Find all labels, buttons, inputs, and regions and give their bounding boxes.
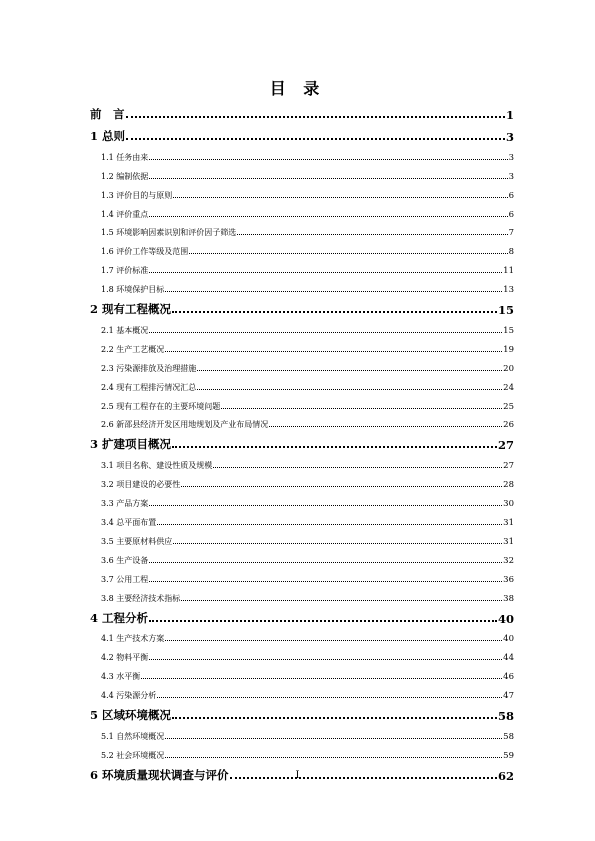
- toc-entry-page: 1: [505, 108, 514, 122]
- toc-section-entry[interactable]: [90, 182, 514, 201]
- page-number: I: [295, 770, 300, 781]
- toc-entry-page: 28: [503, 480, 514, 491]
- toc-section-entry[interactable]: [90, 355, 514, 374]
- toc-entry-label: 4.3 水平衡: [101, 672, 141, 682]
- table-of-contents: [90, 100, 514, 783]
- toc-chapter-entry[interactable]: [90, 604, 514, 626]
- toc-chapter-entry[interactable]: [90, 122, 514, 144]
- toc-entry-label: 3.5 主要原材料供应: [101, 536, 173, 546]
- toc-entry-page: 8: [508, 247, 514, 258]
- toc-section-entry[interactable]: [90, 644, 514, 663]
- toc-entry-label: 3.3 产品方案: [101, 499, 149, 509]
- dot-leader: [181, 486, 502, 487]
- toc-entry-page: 47: [503, 691, 514, 702]
- toc-section-entry[interactable]: [90, 336, 514, 355]
- toc-section-entry[interactable]: [90, 528, 514, 547]
- toc-entry-page: 40: [497, 611, 514, 626]
- toc-entry-label: 1.4 评价重点: [101, 209, 149, 219]
- toc-entry-page: 6: [508, 209, 514, 220]
- toc-entry-label: 4 工程分析: [90, 610, 149, 625]
- toc-section-entry[interactable]: [90, 412, 514, 431]
- toc-entry-label: 6 环境质量现状调查与评价: [90, 767, 229, 782]
- dot-leader: [213, 467, 502, 468]
- toc-entry-label: 1.6 评价工作等级及范围: [101, 247, 189, 257]
- toc-entry-page: 25: [503, 401, 514, 412]
- toc-entry-page: 19: [503, 344, 514, 355]
- toc-entry-label: 4.2 物料平衡: [101, 653, 149, 663]
- toc-entry-label: 1.1 任务由来: [101, 152, 149, 162]
- toc-section-entry[interactable]: [90, 682, 514, 701]
- toc-section-entry[interactable]: [90, 663, 514, 682]
- toc-entry-page: 32: [503, 555, 514, 566]
- dot-leader: [157, 697, 502, 698]
- toc-entry-label: 4.1 生产技术方案: [101, 634, 165, 644]
- toc-entry-page: 3: [508, 152, 514, 163]
- dot-leader: [165, 640, 502, 641]
- toc-title: 目 录: [269, 79, 326, 98]
- dot-leader: [172, 311, 497, 313]
- toc-section-entry[interactable]: [90, 163, 514, 182]
- toc-section-entry[interactable]: [90, 471, 514, 490]
- toc-entry-label: 4.4 污染源分析: [101, 691, 157, 701]
- toc-entry-label: 2.5 现有工程存在的主要环境问题: [101, 401, 221, 411]
- toc-entry-label: 1.8 环境保护目标: [101, 285, 165, 295]
- toc-section-entry[interactable]: [90, 509, 514, 528]
- dot-leader: [149, 620, 497, 622]
- dot-leader: [181, 600, 502, 601]
- toc-entry-label: 2.6 新邵县经济开发区用地规划及产业布局情况: [101, 420, 269, 430]
- toc-section-entry[interactable]: [90, 566, 514, 585]
- dot-leader: [126, 116, 505, 118]
- dot-leader: [149, 581, 502, 582]
- toc-entry-label: 3.7 公用工程: [101, 574, 149, 584]
- dot-leader: [149, 178, 507, 179]
- toc-entry-page: 3: [508, 171, 514, 182]
- dot-leader: [172, 446, 497, 448]
- toc-entry-label: 3.6 生产设备: [101, 555, 149, 565]
- dot-leader: [165, 351, 502, 352]
- toc-entry-page: 7: [508, 228, 514, 239]
- dot-leader: [149, 659, 502, 660]
- toc-entry-page: 13: [503, 285, 514, 296]
- dot-leader: [149, 562, 502, 563]
- dot-leader: [149, 159, 507, 160]
- toc-entry-label: 3.4 总平面布置: [101, 518, 157, 528]
- toc-entry-page: 59: [503, 750, 514, 761]
- toc-section-entry[interactable]: [90, 723, 514, 742]
- toc-entry-label: 1.7 评价标准: [101, 266, 149, 276]
- dot-leader: [141, 678, 502, 679]
- dot-leader: [173, 543, 502, 544]
- toc-section-entry[interactable]: [90, 547, 514, 566]
- toc-entry-page: 38: [503, 593, 514, 604]
- dot-leader: [189, 253, 507, 254]
- toc-entry-label: 5.2 社会环境概况: [101, 750, 165, 760]
- toc-entry-page: 46: [503, 672, 514, 683]
- toc-entry-page: 62: [497, 768, 514, 783]
- toc-section-entry[interactable]: [90, 393, 514, 412]
- toc-entry-label: 前 言: [90, 107, 125, 121]
- toc-chapter-entry[interactable]: [90, 100, 514, 122]
- toc-entry-page: 6: [508, 190, 514, 201]
- toc-entry-label: 5 区域环境概况: [90, 708, 172, 723]
- dot-leader: [149, 505, 502, 506]
- toc-section-entry[interactable]: [90, 144, 514, 163]
- toc-entry-label: 3 扩建项目概况: [90, 437, 172, 452]
- toc-chapter-entry[interactable]: [90, 295, 514, 317]
- toc-entry-page: 44: [503, 653, 514, 664]
- toc-entry-page: 31: [503, 536, 514, 547]
- toc-section-entry[interactable]: [90, 585, 514, 604]
- toc-entry-label: 1.2 编制依据: [101, 171, 149, 181]
- toc-entry-label: 3.1 项目名称、建设性质及规模: [101, 461, 213, 471]
- toc-section-entry[interactable]: [90, 626, 514, 645]
- toc-section-entry[interactable]: [90, 317, 514, 336]
- toc-section-entry[interactable]: [90, 742, 514, 761]
- toc-entry-label: 1 总则: [90, 129, 126, 143]
- toc-chapter-entry[interactable]: [90, 430, 514, 452]
- toc-entry-label: 2.1 基本概况: [101, 326, 149, 336]
- toc-section-entry[interactable]: [90, 257, 514, 276]
- toc-section-entry[interactable]: [90, 490, 514, 509]
- dot-leader: [269, 426, 502, 427]
- toc-entry-page: 27: [497, 438, 514, 453]
- toc-entry-page: 30: [503, 499, 514, 510]
- toc-entry-label: 2.4 现有工程排污情况汇总: [101, 382, 197, 392]
- dot-leader: [149, 216, 507, 217]
- toc-section-entry[interactable]: [90, 276, 514, 295]
- dot-leader: [172, 717, 497, 719]
- toc-entry-label: 3.8 主要经济技术指标: [101, 593, 181, 603]
- dot-leader: [173, 197, 507, 198]
- toc-entry-page: 3: [505, 130, 514, 144]
- toc-entry-page: 58: [497, 709, 514, 724]
- dot-leader: [165, 757, 502, 758]
- toc-section-entry[interactable]: [90, 220, 514, 239]
- toc-entry-label: 2 现有工程概况: [90, 302, 172, 317]
- dot-leader: [165, 291, 502, 292]
- dot-leader: [197, 370, 502, 371]
- dot-leader: [149, 272, 502, 273]
- toc-section-entry[interactable]: [90, 238, 514, 257]
- toc-section-entry[interactable]: [90, 374, 514, 393]
- toc-entry-page: 31: [503, 518, 514, 529]
- toc-entry-label: 1.3 评价目的与原则: [101, 190, 173, 200]
- dot-leader: [149, 332, 502, 333]
- toc-entry-page: 20: [503, 363, 514, 374]
- dot-leader: [165, 738, 502, 739]
- toc-entry-page: 15: [497, 303, 514, 318]
- toc-entry-page: 36: [503, 574, 514, 585]
- dot-leader: [197, 389, 502, 390]
- dot-leader: [221, 408, 502, 409]
- toc-entry-page: 40: [503, 634, 514, 645]
- toc-section-entry[interactable]: [90, 452, 514, 471]
- toc-entry-page: 27: [503, 461, 514, 472]
- toc-entry-page: 26: [503, 420, 514, 431]
- toc-chapter-entry[interactable]: [90, 701, 514, 723]
- dot-leader: [126, 138, 505, 140]
- toc-entry-label: 2.2 生产工艺概况: [101, 344, 165, 354]
- toc-entry-page: 24: [503, 382, 514, 393]
- toc-entry-label: 5.1 自然环境概况: [101, 732, 165, 742]
- toc-entry-label: 1.5 环境影响因素识别和评价因子筛选: [101, 228, 237, 238]
- toc-entry-page: 15: [503, 326, 514, 337]
- toc-section-entry[interactable]: [90, 201, 514, 220]
- toc-entry-label: 3.2 项目建设的必要性: [101, 480, 181, 490]
- dot-leader: [157, 524, 502, 525]
- toc-entry-page: 58: [503, 732, 514, 743]
- toc-entry-page: 11: [503, 266, 514, 277]
- toc-entry-label: 2.3 污染源排放及治理措施: [101, 363, 197, 373]
- dot-leader: [237, 234, 507, 235]
